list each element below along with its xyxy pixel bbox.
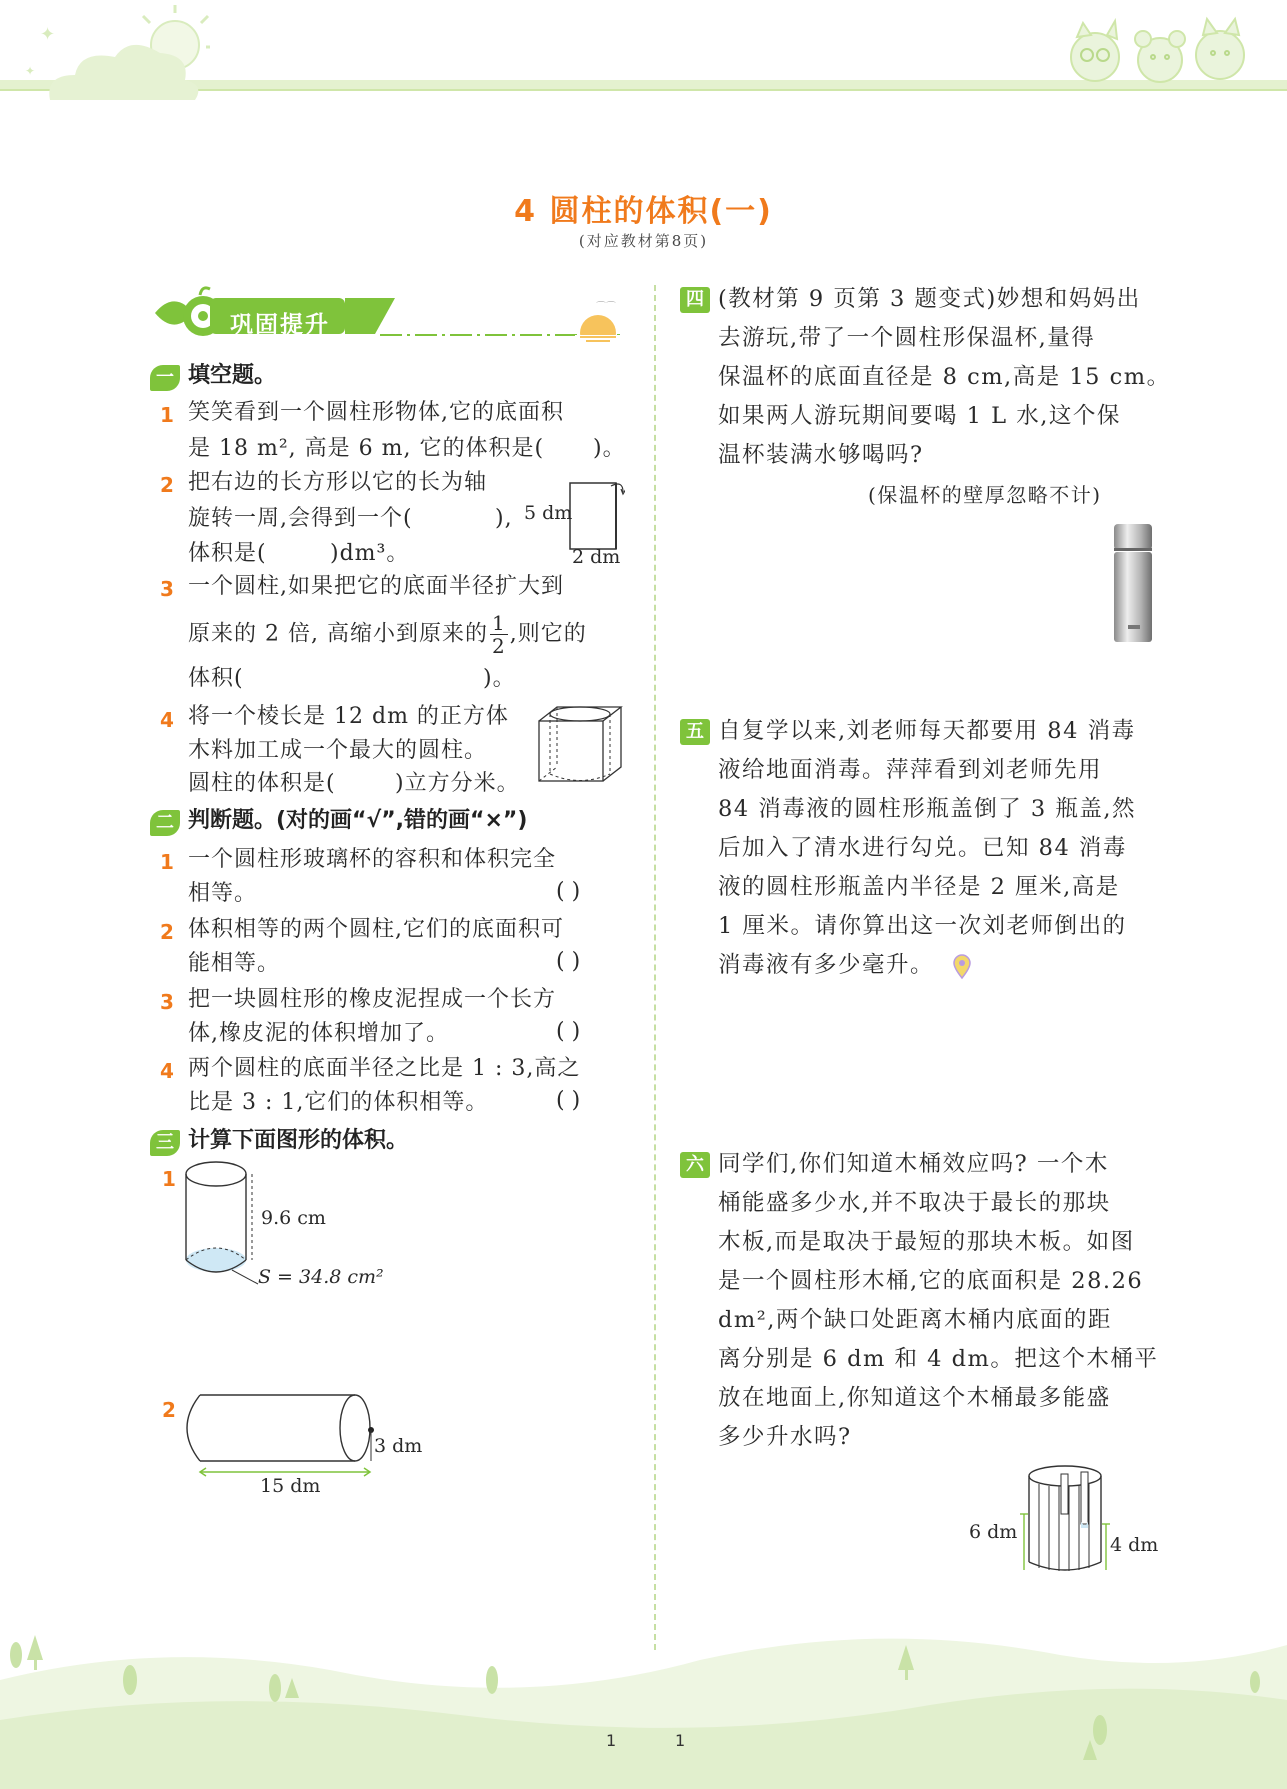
- judge-text: 比是 3 : 1,它们的体积相等。: [188, 1090, 489, 1115]
- question-text: 笑笑看到一个圆柱形物体,它的底面积: [188, 400, 564, 425]
- question-text: 把右边的长方形以它的长为轴: [188, 470, 488, 495]
- section-1-title: 填空题。: [188, 363, 277, 388]
- section-5-badge-wrap: [680, 719, 710, 745]
- section-4-line: 去游玩,带了一个圆柱形保温杯,量得: [718, 325, 1096, 351]
- svg-text:✦: ✦: [40, 24, 56, 45]
- section-2-header: [150, 803, 527, 836]
- question-text: 原来的 2 倍, 高缩小到原来的: [188, 621, 488, 647]
- section-4-badge: 四: [680, 287, 710, 313]
- section-2-badge: 二: [150, 810, 180, 836]
- section-6-line: 木板,而是取决于最短的那块木板。如图: [718, 1229, 1135, 1255]
- sun-cloud-decoration: [20, 5, 210, 115]
- figure-label-width: 2 dm: [572, 546, 621, 568]
- question-number: 2: [160, 473, 174, 497]
- page-subtitle: (对应教材第8页): [578, 232, 709, 250]
- svg-text:✦: ✦: [25, 64, 36, 78]
- fraction: [490, 612, 508, 657]
- section-3-header: [150, 1123, 408, 1156]
- cylinder-base-area-label: S = 34.8 cm²: [258, 1266, 384, 1288]
- judge-number: 2: [160, 920, 174, 944]
- question-text: 木料加工成一个最大的圆柱。: [188, 738, 488, 763]
- section-6-line: 放在地面上,你知道这个木桶最多能盛: [718, 1385, 1111, 1411]
- bucket-right-gap-label: 4 dm: [1110, 1534, 1159, 1556]
- question-text: 体积(: [188, 666, 244, 691]
- answer-blank-close: )。: [483, 666, 516, 691]
- section-4-badge-wrap: [680, 287, 710, 313]
- svg-text:⌒⌒: ⌒⌒: [596, 302, 616, 313]
- judge-text: 体积相等的两个圆柱,它们的底面积可: [188, 917, 564, 942]
- banner-label: 巩固提升: [230, 312, 330, 338]
- question-text: 将一个棱长是 12 dm 的正方体: [188, 704, 509, 729]
- section-5-line: 液的圆柱形瓶盖内半径是 2 厘米,高是: [718, 874, 1120, 900]
- cylinder-height-label: 9.6 cm: [261, 1207, 326, 1229]
- judge-text: 一个圆柱形玻璃杯的容积和体积完全: [188, 847, 557, 872]
- upright-cylinder-figure: [180, 1160, 260, 1288]
- section-6-line: 是一个圆柱形木桶,它的底面积是 28.26: [718, 1268, 1144, 1294]
- section-1-badge: 一: [150, 365, 180, 391]
- column-divider: [654, 285, 656, 1650]
- cylinder-length-label: 15 dm: [260, 1475, 321, 1497]
- animal-faces-decoration: [1055, 15, 1260, 85]
- section-4-line: 如果两人游玩期间要喝 1 L 水,这个保: [718, 403, 1121, 429]
- thermos-image: [1108, 522, 1158, 647]
- question-number: 4: [160, 708, 174, 732]
- section-6-line: 同学们,你们知道木桶效应吗? 一个木: [718, 1151, 1109, 1177]
- section-2-title: 判断题。(对的画“√”,错的画“×”): [188, 808, 528, 833]
- judge-answer-paren[interactable]: ( ): [556, 1088, 581, 1113]
- question-number: 1: [160, 403, 174, 427]
- question-text: 旋转一周,会得到一个(: [188, 506, 413, 531]
- judge-number: 1: [160, 850, 174, 874]
- section-6-badge-wrap: [680, 1152, 710, 1178]
- question-number: 3: [160, 577, 174, 601]
- section-5-line: 液给地面消毒。萍萍看到刘老师先用: [718, 757, 1103, 783]
- question-text: 一个圆柱,如果把它的底面半径扩大到: [188, 574, 564, 599]
- section-banner: [150, 283, 630, 343]
- bucket-left-gap-label: 6 dm: [969, 1521, 1018, 1543]
- section-5-line: 84 消毒液的圆柱形瓶盖倒了 3 瓶盖,然: [718, 796, 1137, 822]
- question-text-with-fraction: [188, 612, 587, 657]
- question-text: ,则它的: [509, 621, 587, 647]
- page-title: 4 圆柱的体积(一): [514, 194, 773, 229]
- answer-blank-close: ),: [495, 506, 513, 531]
- section-4-line: 温杯装满水够喝吗?: [718, 442, 924, 468]
- figure-number: 2: [162, 1398, 176, 1422]
- section-6-line: 多少升水吗?: [718, 1424, 852, 1450]
- section-6-line: dm²,两个缺口处距离木桶内底面的距: [718, 1307, 1112, 1333]
- wooden-bucket-figure: [1010, 1462, 1125, 1577]
- section-6-badge: 六: [680, 1152, 710, 1178]
- section-6-line: 桶能盛多少水,并不取决于最长的那块: [718, 1190, 1111, 1216]
- section-5-line: 消毒液有多少毫升。: [718, 952, 935, 978]
- answer-blank-close: )dm³。: [330, 541, 410, 566]
- section-1-header: [150, 358, 276, 391]
- section-4-line: (教材第 9 页第 3 题变式)妙想和妈妈出: [718, 286, 1141, 312]
- fraction-numerator: 1: [491, 611, 506, 635]
- figure-number: 1: [162, 1167, 176, 1191]
- cylinder-radius-label: 3 dm: [374, 1435, 423, 1457]
- answer-blank-close: )。: [593, 436, 626, 461]
- section-3-badge: 三: [150, 1130, 180, 1156]
- fraction-denominator: 2: [491, 634, 506, 658]
- judge-text: 相等。: [188, 881, 258, 906]
- section-5-line: 自复学以来,刘老师每天都要用 84 消毒: [718, 718, 1136, 744]
- judge-number: 3: [160, 990, 174, 1014]
- footer-landscape: [0, 1600, 1287, 1789]
- cube-cylinder-figure: [535, 703, 627, 785]
- figure-label-height: 5 dm: [524, 502, 573, 524]
- judge-answer-paren[interactable]: ( ): [556, 1019, 581, 1044]
- judge-answer-paren[interactable]: ( ): [556, 879, 581, 904]
- judge-number: 4: [160, 1059, 174, 1083]
- question-text: 体积是(: [188, 541, 267, 566]
- section-4-line: 保温杯的底面直径是 8 cm,高是 15 cm。: [718, 364, 1171, 390]
- section-5-line: 后加入了清水进行勾兑。已知 84 消毒: [718, 835, 1127, 861]
- page-number-right: 1: [675, 1731, 686, 1750]
- section-5-badge: 五: [680, 719, 710, 745]
- location-pin-icon: [951, 954, 973, 980]
- question-text: 圆柱的体积是(: [188, 771, 336, 796]
- judge-text: 把一块圆柱形的橡皮泥捏成一个长方: [188, 987, 557, 1012]
- question-text: 是 18 m², 高是 6 m, 它的体积是(: [188, 436, 545, 461]
- section-3-title: 计算下面图形的体积。: [188, 1128, 409, 1153]
- section-5-line: 1 厘米。请你算出这一次刘老师倒出的: [718, 913, 1127, 939]
- page-number-left: 1: [606, 1731, 617, 1750]
- judge-text: 两个圆柱的底面半径之比是 1 : 3,高之: [188, 1056, 581, 1081]
- section-4-note: (保温杯的壁厚忽略不计): [868, 483, 1102, 507]
- answer-blank-close: )立方分米。: [395, 771, 520, 796]
- judge-answer-paren[interactable]: ( ): [556, 949, 581, 974]
- judge-text: 体,橡皮泥的体积增加了。: [188, 1021, 449, 1046]
- section-6-line: 离分别是 6 dm 和 4 dm。把这个木桶平: [718, 1346, 1159, 1372]
- judge-text: 能相等。: [188, 951, 281, 976]
